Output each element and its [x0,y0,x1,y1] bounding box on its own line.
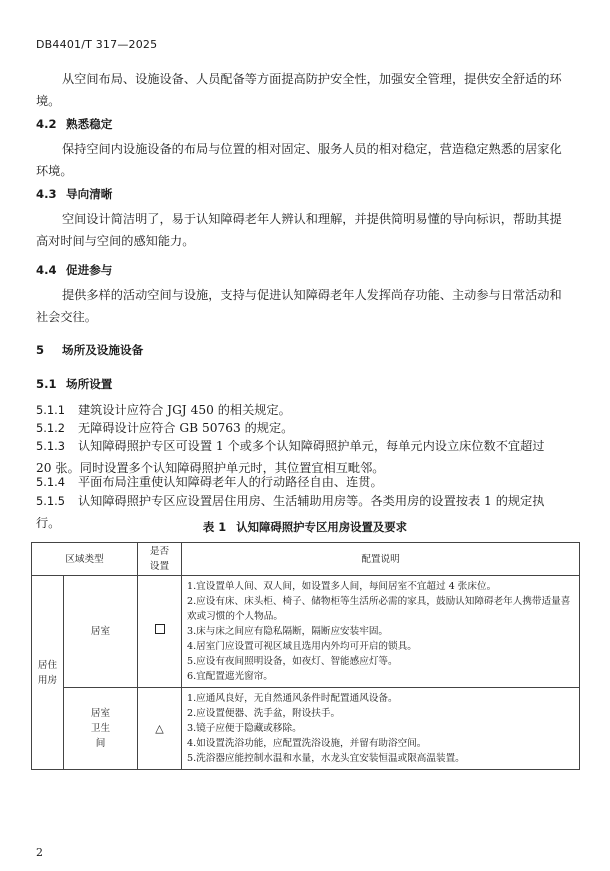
set-symbol-cell [138,688,182,770]
config-item: 4.居室门应设置可视区域且选用内外均可开启的锁具。 [187,641,417,652]
clause-text: 建筑设计应符合 JGJ 450 的相关规定。 [78,403,291,417]
table-row [32,688,580,770]
config-item: 1.应通风良好，无自然通风条件时配置通风设备。 [187,693,398,704]
config-item: 3.床与床之间应有隐私隔断，隔断应安装牢固。 [187,626,389,637]
section-number: 4.3 [36,187,57,201]
section-paragraph-4-2: 保持空间内设施设备的布局与位置的相对固定、服务人员的相对稳定，营造稳定熟悉的居家化环境。 [36,142,562,178]
table-number: 表 1 [202,520,227,534]
chapter-number: 5 [36,343,45,357]
clause-text: 平面布局注重使认知障碍老年人的行动路径自由、连贯。 [78,475,383,489]
page-number: 2 [36,846,43,859]
config-cell [182,688,580,770]
section-paragraph-4-3: 空间设计简洁明了，易于认知障碍老年人辨认和理解，并提供简明易懂的导向标识，帮助其提高对时间与空间的感知能力。 [36,212,562,248]
config-item: 2.应设置便器、洗手盆，附设扶手。 [187,708,341,719]
intro-paragraph: 从空间布局、设施设备、人员配备等方面提高防护安全性，加强安全管理，提供安全舒适的环境。 [36,72,562,108]
table-caption [0,519,610,535]
config-item: 1.宜设置单人间、双人间，如设置多人间，每间居室不宜超过 4 张床位。 [187,581,497,592]
optional-box-symbol [155,624,165,634]
chapter-title: 场所及设施设备 [62,343,144,357]
section-paragraph-4-4: 提供多样的活动空间与设施，支持与促进认知障碍老年人发挥尚存功能、主动参与日常活动和社会交往。 [36,288,562,324]
clause-text: 认知障碍照护专区可设置 1 个或多个认知障碍照护单元，每单元内设立床位数不宜超过 20 张。同时设置多个认知障碍照护单元时，其位置宜相互毗邻。 [36,439,545,475]
table-row [32,576,580,688]
chapter-heading [36,342,143,358]
set-symbol-cell [138,576,182,688]
clause-number: 5.1.2 [36,421,65,435]
room-requirements-table [31,542,580,770]
group-cell: 居住用房 [32,576,64,770]
clause-number: 5.1.3 [36,439,65,453]
subsection-title: 场所设置 [66,377,113,391]
section-number: 4.2 [36,117,57,131]
config-item: 5.应设有夜间照明设备，如夜灯、智能感应灯等。 [187,656,398,667]
section-number: 4.4 [36,263,57,277]
section-heading-4-2 [36,116,112,132]
subsection-heading [36,376,112,392]
room-cell: 居室卫生间 [64,688,138,770]
config-item: 3.镜子应便于隐藏或移除。 [187,723,302,734]
section-title: 导向清晰 [66,187,113,201]
subsection-number: 5.1 [36,377,57,391]
table-header-row [32,543,580,576]
header-area-type: 区域类型 [32,543,138,576]
table-title: 认知障碍照护专区用房设置及要求 [236,520,408,534]
config-cell [182,576,580,688]
section-title: 熟悉稳定 [66,117,113,131]
clause-text: 认知障碍照护专区应设置居住用房、生活辅助用房等。各类用房的设置按表 1 的规定执行。 [36,494,545,530]
section-heading-4-3 [36,186,112,202]
config-item: 5.洗浴器应能控制水温和水量，水龙头宜安装恒温或限高温装置。 [187,753,465,764]
clause-number: 5.1.4 [36,475,65,489]
room-cell: 居室 [64,576,138,688]
section-title: 促进参与 [66,263,113,277]
clause-number: 5.1.5 [36,494,65,508]
config-item: 4.如设置洗浴功能，应配置洗浴设施，并留有助浴空间。 [187,738,427,749]
header-is-set: 是否设置 [138,543,182,576]
triangle-symbol: △ [155,721,164,735]
header-config: 配置说明 [182,543,580,576]
config-item: 2.应设有床、床头柜、椅子、储物柜等生活所必需的家具，鼓励认知障碍老年人携带适量喜欢或习惯的个人物品。 [187,596,571,622]
config-item: 6.宜配置遮光窗帘。 [187,671,273,682]
document-code: DB4401/T 317—2025 [36,38,158,51]
clause-text: 无障碍设计应符合 GB 50763 的规定。 [78,421,294,435]
clause-number: 5.1.1 [36,403,65,417]
section-heading-4-4 [36,262,112,278]
